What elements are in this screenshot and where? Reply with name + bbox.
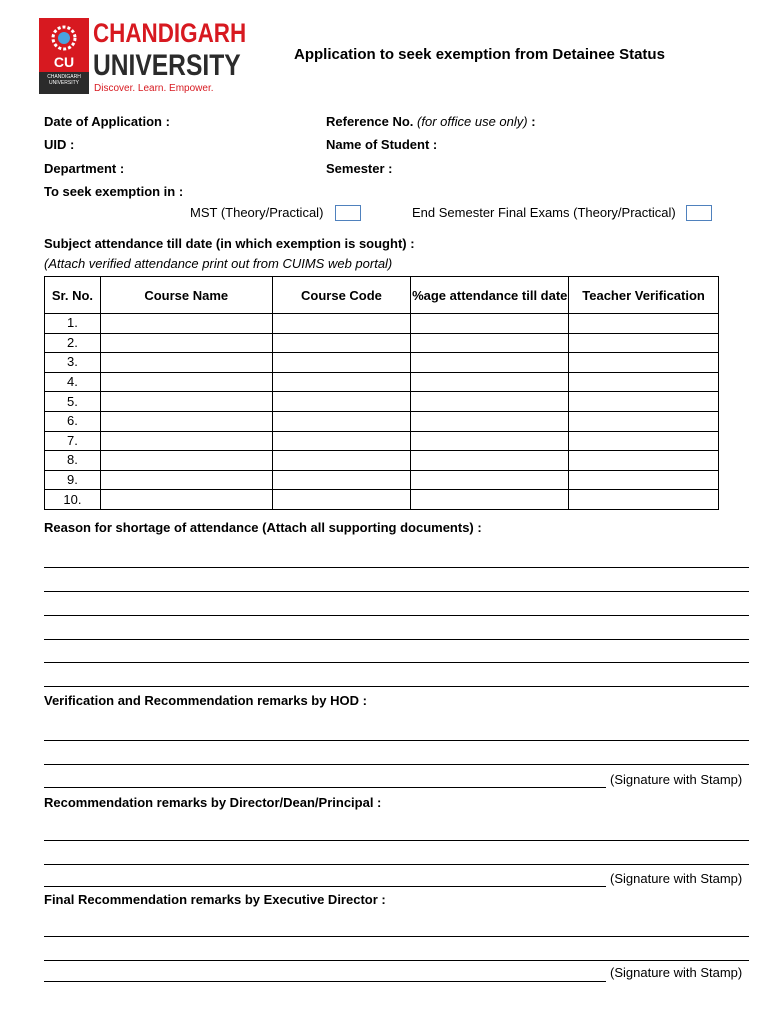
table-row — [45, 431, 719, 451]
attendance-table — [44, 276, 719, 510]
column-header: Sr. No. — [45, 277, 101, 314]
director-line[interactable] — [44, 864, 749, 865]
table-cell[interactable] — [411, 333, 569, 353]
mst-option-label: MST (Theory/Practical) — [190, 205, 324, 220]
table-cell[interactable] — [411, 392, 569, 412]
sr-no-cell: 1. — [45, 314, 101, 334]
table-cell[interactable] — [272, 431, 411, 451]
table-cell[interactable] — [569, 372, 719, 392]
table-row — [45, 470, 719, 490]
sr-no-cell: 7. — [45, 431, 101, 451]
reference-note: (for office use only) — [417, 114, 528, 129]
table-cell[interactable] — [100, 333, 272, 353]
table-cell[interactable] — [411, 490, 569, 510]
attendance-heading: Subject attendance till date (in which exemption is sought) : — [44, 236, 415, 251]
table-cell[interactable] — [569, 333, 719, 353]
table-cell[interactable] — [569, 470, 719, 490]
hod-signature-line[interactable] — [44, 787, 606, 788]
logo-tagline: Discover. Learn. Empower. — [94, 83, 214, 94]
hod-signature-label: (Signature with Stamp) — [610, 772, 743, 787]
university-logo — [39, 18, 251, 96]
director-heading: Recommendation remarks by Director/Dean/Principal : — [44, 795, 382, 810]
table-row — [45, 392, 719, 412]
table-row — [45, 490, 719, 510]
reason-line[interactable] — [44, 686, 749, 687]
sr-no-cell: 6. — [45, 411, 101, 431]
reference-no-label: Reference No. (for office use only) : — [326, 114, 536, 129]
sr-no-cell: 5. — [45, 392, 101, 412]
table-cell[interactable] — [272, 470, 411, 490]
table-row — [45, 353, 719, 373]
sr-no-cell: 10. — [45, 490, 101, 510]
director-signature-label: (Signature with Stamp) — [610, 871, 743, 886]
reason-heading: Reason for shortage of attendance (Attach all supporting documents) : — [44, 520, 482, 535]
executive-heading: Final Recommendation remarks by Executive Director : — [44, 892, 386, 907]
executive-line[interactable] — [44, 960, 749, 961]
table-cell[interactable] — [411, 314, 569, 334]
table-cell[interactable] — [100, 411, 272, 431]
table-cell[interactable] — [411, 451, 569, 471]
table-cell[interactable] — [411, 411, 569, 431]
table-cell[interactable] — [100, 353, 272, 373]
column-header: Teacher Verification — [569, 277, 719, 314]
table-cell[interactable] — [100, 490, 272, 510]
table-cell[interactable] — [100, 372, 272, 392]
executive-signature-label: (Signature with Stamp) — [610, 965, 743, 980]
director-line[interactable] — [44, 840, 749, 841]
executive-signature-line[interactable] — [44, 981, 606, 982]
table-cell[interactable] — [411, 470, 569, 490]
column-header: Course Name — [100, 277, 272, 314]
column-header: Course Code — [272, 277, 411, 314]
table-cell[interactable] — [272, 333, 411, 353]
table-cell[interactable] — [569, 490, 719, 510]
table-cell[interactable] — [411, 431, 569, 451]
table-cell[interactable] — [569, 431, 719, 451]
table-row — [45, 411, 719, 431]
column-header: %age attendance till date — [411, 277, 569, 314]
sr-no-cell: 4. — [45, 372, 101, 392]
table-cell[interactable] — [272, 392, 411, 412]
date-of-application-label: Date of Application : — [44, 114, 170, 129]
table-cell[interactable] — [411, 353, 569, 373]
table-cell[interactable] — [272, 411, 411, 431]
table-row — [45, 372, 719, 392]
department-label: Department : — [44, 161, 125, 176]
table-cell[interactable] — [411, 372, 569, 392]
hod-line[interactable] — [44, 740, 749, 741]
gear-emblem-icon — [39, 20, 89, 58]
semester-label: Semester : — [326, 161, 393, 176]
table-body — [45, 314, 719, 510]
name-of-student-label: Name of Student : — [326, 137, 438, 152]
table-row — [45, 451, 719, 471]
table-cell[interactable] — [100, 392, 272, 412]
table-cell[interactable] — [272, 353, 411, 373]
hod-heading: Verification and Recommendation remarks by HOD : — [44, 693, 367, 708]
logo-emblem — [39, 18, 89, 94]
attendance-note: (Attach verified attendance print out from CUIMS web portal) — [44, 256, 393, 271]
table-cell[interactable] — [569, 411, 719, 431]
logo-mark-text: CU — [53, 54, 75, 70]
logo-line-1: CHANDIGARH — [93, 18, 247, 48]
table-cell[interactable] — [569, 451, 719, 471]
uid-label: UID : — [44, 137, 75, 152]
table-cell[interactable] — [100, 470, 272, 490]
logo-line-2: UNIVERSITY — [93, 49, 241, 82]
mst-checkbox[interactable] — [335, 205, 361, 221]
sr-no-cell: 2. — [45, 333, 101, 353]
table-cell[interactable] — [272, 314, 411, 334]
director-signature-line[interactable] — [44, 886, 606, 887]
reason-line[interactable] — [44, 615, 749, 616]
table-cell[interactable] — [100, 431, 272, 451]
sr-no-cell: 9. — [45, 470, 101, 490]
table-row — [45, 333, 719, 353]
end-sem-checkbox[interactable] — [686, 205, 712, 221]
table-header-row — [45, 277, 719, 314]
table-cell[interactable] — [569, 353, 719, 373]
table-cell[interactable] — [100, 314, 272, 334]
executive-line[interactable] — [44, 936, 749, 937]
table-cell[interactable] — [272, 490, 411, 510]
table-row — [45, 314, 719, 334]
reason-line[interactable] — [44, 662, 749, 663]
sr-no-cell: 8. — [45, 451, 101, 471]
logo-mark-subtext: CHANDIGARH UNIVERSITY — [47, 74, 81, 86]
seek-exemption-label: To seek exemption in : — [44, 184, 184, 199]
sr-no-cell: 3. — [45, 353, 101, 373]
reason-line[interactable] — [44, 567, 749, 568]
table-cell[interactable] — [100, 451, 272, 471]
form-title: Application to seek exemption from Detainee Status — [294, 46, 665, 63]
table-cell[interactable] — [569, 314, 719, 334]
table-cell[interactable] — [569, 392, 719, 412]
reason-line[interactable] — [44, 639, 749, 640]
hod-line[interactable] — [44, 764, 749, 765]
table-cell[interactable] — [272, 372, 411, 392]
end-sem-option-label: End Semester Final Exams (Theory/Practical) — [412, 205, 676, 220]
table-cell[interactable] — [272, 451, 411, 471]
reason-line[interactable] — [44, 591, 749, 592]
